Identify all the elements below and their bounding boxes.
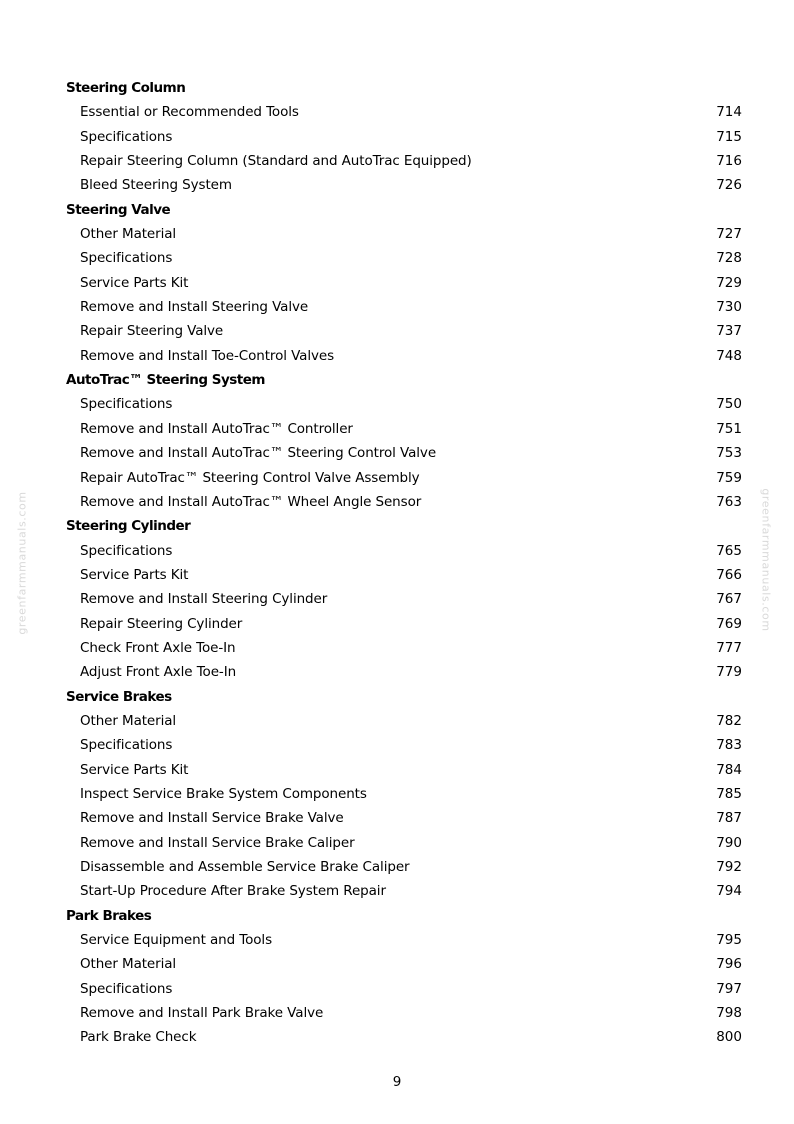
- toc-entry[interactable]: [66, 466, 742, 490]
- toc-entry-page-number: 716: [716, 153, 742, 170]
- toc-entry-title: Adjust Front Axle Toe-In: [80, 664, 237, 681]
- toc-section: [66, 904, 742, 1050]
- toc-entry-page-number: 748: [716, 347, 742, 364]
- toc-entry-page-number: 769: [716, 615, 742, 632]
- toc-entry[interactable]: [66, 660, 742, 684]
- toc-entry-title: Specifications: [80, 396, 173, 413]
- toc-section: [66, 514, 742, 684]
- toc-entry[interactable]: [66, 417, 742, 441]
- toc-entry-title: Service Parts Kit: [80, 761, 189, 778]
- toc-entry-title: Specifications: [80, 980, 173, 997]
- section-heading: Park Brakes: [66, 907, 152, 924]
- toc-entry-title: Repair Steering Column (Standard and AutoTrac Equipped): [80, 153, 472, 170]
- toc-entry-page-number: 787: [716, 810, 742, 827]
- toc-entry[interactable]: [66, 222, 742, 246]
- toc-entry-title: Essential or Recommended Tools: [80, 104, 299, 121]
- toc-entry-title: Specifications: [80, 542, 173, 559]
- toc-entry-title: Repair Steering Cylinder: [80, 615, 243, 632]
- toc-entry-page-number: 798: [716, 1005, 742, 1022]
- toc-entry-title: Bleed Steering System: [80, 177, 232, 194]
- toc-entry-page-number: 730: [716, 299, 742, 316]
- toc-entry-page-number: 763: [716, 493, 742, 510]
- toc-entry[interactable]: [66, 149, 742, 173]
- toc-entry-title: Other Material: [80, 226, 177, 243]
- toc-entry[interactable]: [66, 392, 742, 416]
- toc-entry[interactable]: [66, 733, 742, 757]
- toc-entry[interactable]: [66, 977, 742, 1001]
- toc-entry-title: Remove and Install Service Brake Valve: [80, 810, 344, 827]
- toc-entry-title: Specifications: [80, 737, 173, 754]
- toc-entry-page-number: 792: [716, 859, 742, 875]
- toc-entry[interactable]: [66, 563, 742, 587]
- toc-entry-title: Remove and Install AutoTrac™ Steering Control Valve: [80, 445, 437, 462]
- toc-entry[interactable]: [66, 879, 742, 903]
- toc-entry-page-number: 796: [716, 956, 742, 973]
- toc-entry-page-number: 714: [716, 104, 742, 121]
- watermark-right: greenfarmmanuals.com: [759, 488, 773, 632]
- section-heading: Steering Column: [66, 80, 186, 96]
- watermark-left: greenfarmmanuals.com: [15, 491, 29, 635]
- section-heading: Service Brakes: [66, 688, 172, 705]
- toc-entry-title: Start-Up Procedure After Brake System Repair: [80, 883, 386, 900]
- toc-entry[interactable]: [66, 709, 742, 733]
- toc-entry-page-number: 800: [716, 1029, 742, 1046]
- toc-entry[interactable]: [66, 612, 742, 636]
- toc-entry-page-number: 779: [716, 664, 742, 681]
- section-heading: Steering Valve: [66, 201, 171, 218]
- toc-entry-page-number: 729: [716, 274, 742, 291]
- toc-entry-title: Specifications: [80, 250, 173, 267]
- toc-entry-page-number: 784: [716, 761, 742, 778]
- toc-entry-title: Park Brake Check: [80, 1029, 197, 1046]
- toc-entry-title: Remove and Install AutoTrac™ Controller: [80, 420, 353, 437]
- toc-section: [66, 198, 742, 368]
- toc-entry-title: Disassemble and Assemble Service Brake Caliper: [80, 859, 410, 875]
- toc-section: [66, 685, 742, 904]
- toc-entry-page-number: 766: [716, 566, 742, 583]
- toc-entry-title: Remove and Install AutoTrac™ Wheel Angle Sensor: [80, 493, 422, 510]
- toc-entry-page-number: 715: [716, 128, 742, 145]
- toc-entry-page-number: 777: [716, 639, 742, 656]
- toc-entry[interactable]: [66, 490, 742, 514]
- section-heading: Steering Cylinder: [66, 518, 191, 535]
- toc-entry[interactable]: [66, 636, 742, 660]
- toc-entry-page-number: 795: [716, 932, 742, 949]
- toc-entry[interactable]: [66, 344, 742, 368]
- toc-entry-page-number: 797: [716, 980, 742, 997]
- table-of-contents: [66, 76, 742, 1050]
- toc-entry[interactable]: [66, 758, 742, 782]
- toc-entry[interactable]: [66, 1001, 742, 1025]
- toc-entry[interactable]: [66, 295, 742, 319]
- toc-entry-title: Remove and Install Park Brake Valve: [80, 1005, 324, 1022]
- toc-entry-page-number: 753: [716, 445, 742, 462]
- toc-entry[interactable]: [66, 855, 742, 879]
- toc-entry[interactable]: [66, 539, 742, 563]
- toc-entry-page-number: 783: [716, 737, 742, 754]
- toc-entry-title: Service Parts Kit: [80, 274, 189, 291]
- toc-entry-page-number: 737: [716, 323, 742, 340]
- toc-entry-title: Service Parts Kit: [80, 566, 189, 583]
- toc-entry-page-number: 727: [716, 226, 742, 243]
- toc-entry[interactable]: [66, 952, 742, 976]
- page-number: 9: [392, 1074, 402, 1090]
- toc-entry-title: Specifications: [80, 128, 173, 145]
- toc-entry-page-number: 759: [716, 469, 742, 486]
- toc-entry[interactable]: [66, 928, 742, 952]
- toc-entry-title: Check Front Axle Toe-In: [80, 639, 236, 656]
- toc-entry-page-number: 765: [716, 542, 742, 559]
- toc-entry[interactable]: [66, 1025, 742, 1049]
- toc-entry[interactable]: [66, 125, 742, 149]
- toc-entry-title: Other Material: [80, 712, 177, 729]
- toc-entry-page-number: 785: [716, 785, 742, 802]
- toc-entry-title: Remove and Install Steering Valve: [80, 299, 309, 316]
- toc-entry[interactable]: [66, 100, 742, 124]
- toc-entry[interactable]: [66, 806, 742, 830]
- toc-entry-title: Repair Steering Valve: [80, 323, 224, 340]
- toc-entry-page-number: 750: [716, 396, 742, 413]
- toc-entry-title: Other Material: [80, 956, 177, 973]
- toc-entry[interactable]: [66, 587, 742, 611]
- toc-entry[interactable]: [66, 782, 742, 806]
- toc-entry[interactable]: [66, 831, 742, 855]
- toc-entry[interactable]: [66, 271, 742, 295]
- toc-entry-title: Remove and Install Steering Cylinder: [80, 591, 328, 608]
- toc-section: [66, 368, 742, 514]
- toc-entry-page-number: 794: [716, 883, 742, 900]
- toc-entry-title: Remove and Install Service Brake Caliper: [80, 834, 355, 851]
- toc-entry[interactable]: [66, 246, 742, 270]
- toc-entry-page-number: 782: [716, 712, 742, 729]
- toc-entry-page-number: 728: [716, 250, 742, 267]
- toc-entry[interactable]: [66, 173, 742, 197]
- section-heading: AutoTrac™ Steering System: [66, 372, 265, 389]
- toc-entry-page-number: 790: [716, 834, 742, 851]
- toc-entry[interactable]: [66, 441, 742, 465]
- toc-entry-title: Repair AutoTrac™ Steering Control Valve Assembly: [80, 469, 420, 486]
- toc-entry-page-number: 767: [716, 591, 742, 608]
- toc-entry[interactable]: [66, 319, 742, 343]
- toc-entry-title: Remove and Install Toe-Control Valves: [80, 347, 335, 364]
- toc-entry-title: Inspect Service Brake System Components: [80, 785, 367, 802]
- toc-entry-title: Service Equipment and Tools: [80, 932, 273, 949]
- toc-section: [66, 76, 742, 198]
- toc-entry-page-number: 751: [716, 420, 742, 437]
- toc-entry-page-number: 726: [716, 177, 742, 194]
